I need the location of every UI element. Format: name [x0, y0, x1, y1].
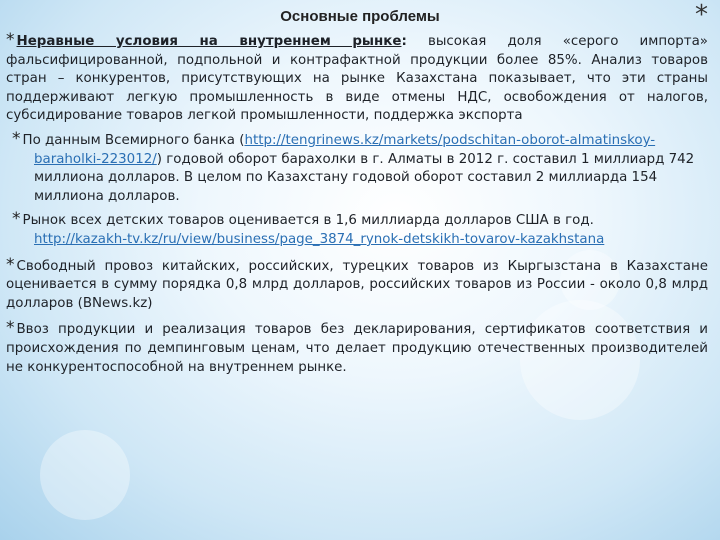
- slide-content: [6, 31, 708, 377]
- tengrinews-link[interactable]: http://tengrinews.kz/markets/podschitan-oborot-almatinskoy-baraholki-223012/: [34, 132, 656, 167]
- paragraph-text: Свободный провоз китайских, российских, турецких товаров из Кыргызстана в Казахстане оценивается в сумму порядка 0,8 млрд долларов, российских товаров из России - около 0,8 млрд долларов (BNews.kz): [6, 258, 708, 311]
- bullet-asterisk-icon: *: [6, 30, 15, 50]
- paragraph-heading: Неравные условия на внутреннем рынке: [16, 34, 402, 49]
- bullet-asterisk-icon: *: [6, 318, 15, 339]
- kazakh-tv-link[interactable]: http://kazakh-tv.kz/ru/view/business/page_3874_rynok-detskikh-tovarov-kazakhstana: [34, 231, 605, 247]
- bullet-asterisk-icon: *: [12, 128, 21, 149]
- paragraph-import-without-declaration: [6, 319, 708, 377]
- paragraph-text: По данным Всемирного банка (: [22, 132, 245, 148]
- bullet-asterisk-icon: *: [6, 254, 15, 275]
- paragraph-unequal-conditions: [6, 31, 708, 126]
- paragraph-world-bank: [6, 130, 708, 206]
- paragraph-text: Ввоз продукции и реализация товаров без декларирования, сертификатов соответствия и происхождения по демпинговым ценам, что делает продукцию отечественных производителей не конкурентоспособной на внутреннем рынке.: [6, 322, 708, 375]
- heading-colon: :: [401, 34, 407, 49]
- paragraph-children-goods: [6, 210, 708, 249]
- asterisk-icon: *: [695, 0, 708, 30]
- paragraph-free-transit: [6, 256, 708, 314]
- paragraph-text: высокая доля «серого импорта» фальсифицированной, подпольной и контрафактной продукции более 85%. Анализ товаров стран – конкурентов, присутствующих на рынке Казахстана показывает, что эти страны поддерживают легкую промышленность в виде отмены НДС, освобождения от налогов, субсидирование товаров легкой промышленности, поддержка экспорта: [6, 34, 708, 124]
- bullet-asterisk-icon: *: [12, 209, 21, 230]
- paragraph-text: ) годовой оборот барахолки в г. Алматы в 2012 г. составил 1 миллиард 742 миллиона долларов. В целом по Казахстану годовой оборот составил 2 миллиарда 154 миллиона долларов.: [34, 151, 695, 204]
- paragraph-text: Рынок всех детских товаров оценивается в 1,6 миллиарда долларов США в год.: [22, 213, 594, 229]
- background-bubble: [40, 430, 130, 520]
- slide-title: Основные проблемы: [280, 8, 440, 25]
